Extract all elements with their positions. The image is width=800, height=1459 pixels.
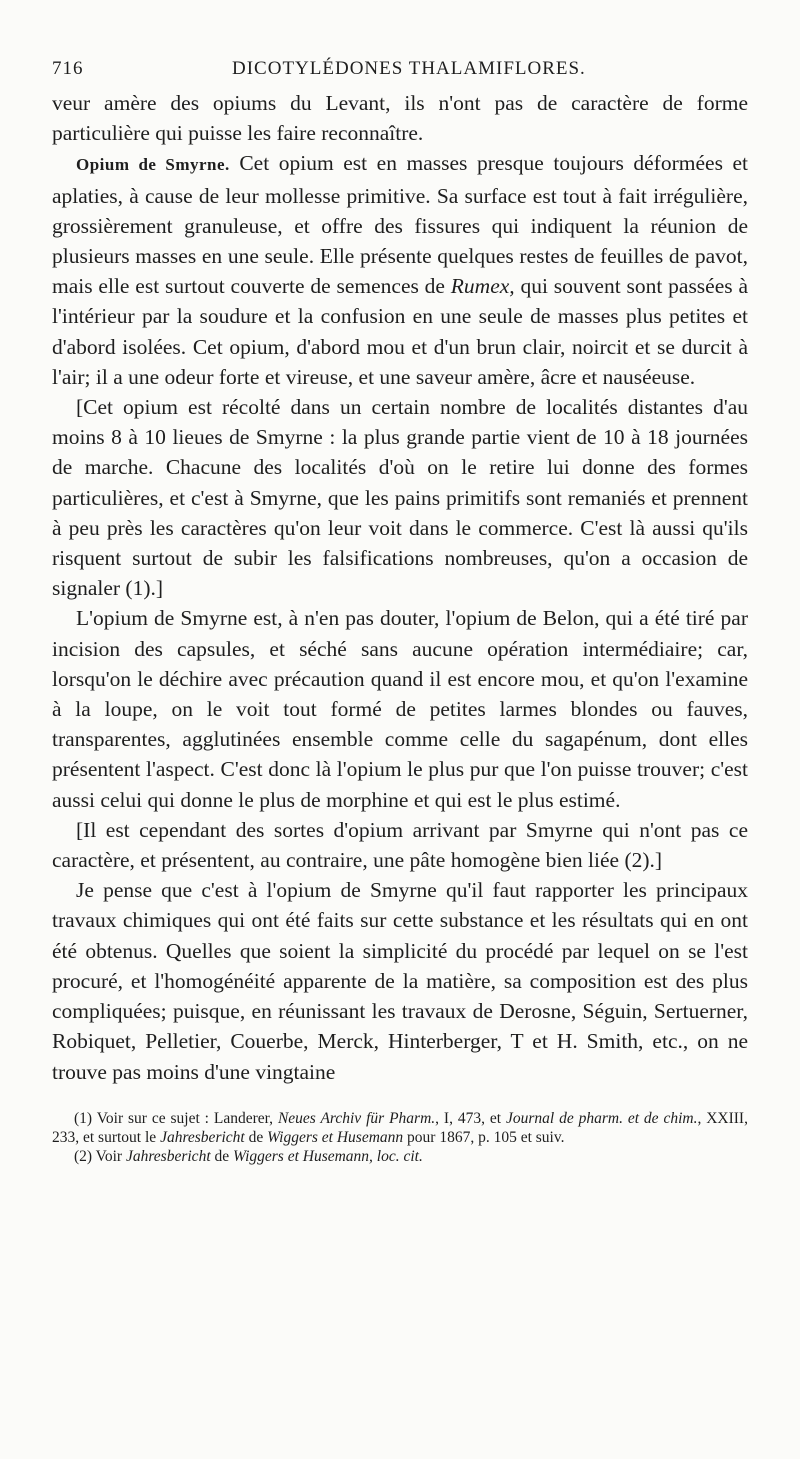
footnotes [52,1109,748,1166]
paragraph-4: L'opium de Smyrne est, à n'en pas douter, l'opium de Belon, qui a été tiré par incision des capsules, et séché sans aucune opération intermédiaire; car, lorsqu'on le déchire avec précaution quand il est encore mou, et qu'on l'examine à la loupe, on le voit tout formé de petites larmes blondes ou fauves, transparentes, agglutinées ensemble comme celle du sagapénum, dont elles présentent l'aspect. C'est donc là l'opium le plus pur que l'on puisse trouver; c'est aussi celui qui donne le plus de morphine et qui est le plus estimé. [52,606,748,812]
paragraph-6: Je pense que c'est à l'opium de Smyrne qu'il faut rapporter les principaux travaux chimiques qui ont été faits sur cette substance et les résultats qui en ont été obtenus. Quelles que soient la simplicité du procédé par lequel on se l'est procuré, et l'homogénéité apparente de la matière, sa composition est des plus compliquées; puisque, en réunissant les travaux de Derosne, Séguin, Sertuerner, Robiquet, Pelletier, Couerbe, Merck, Hinterberger, T et H. Smith, etc., on ne trouve pas moins d'une vingtaine [52,878,748,1084]
footnote-1 [52,1109,748,1147]
running-title: DICOTYLÉDONES THALAMIFLORES. [232,58,586,79]
paragraph-2 [52,148,748,392]
footnote-1-text-b: , I, 473, et [435,1109,506,1127]
paragraph-1: veur amère des opiums du Levant, ils n'ont pas de caractère de forme particulière qui puisse les faire reconnaître. [52,91,748,146]
footnote-1-source-2: Journal de pharm. et de chim. [505,1109,698,1127]
footnote-1-source-1: Neues Archiv für Pharm. [277,1109,436,1127]
book-page [52,58,748,1166]
paragraph-2-part-b: qui souvent sont passées à l'intérieur par la soudure et la confusion en une seule de masses plus petites et d'abord isolées. Cet opium, d'abord mou et d'un brun clair, noircit et se durcit à l'air; il a une odeur forte et vireuse, et une saveur amère, âcre et nauséeuse. [52,274,748,389]
page-header [52,58,748,88]
footnote-1-source-3: Jahresbericht [160,1128,245,1146]
section-lead-opium-smyrne: Opium de Smyrne. [76,155,230,175]
footnote-1-text-c: , XXIII, 233, et surtout le [52,1109,748,1146]
body-text [52,88,748,1087]
footnote-1-text-a: (1) Voir sur ce sujet : Landerer, [74,1109,278,1127]
footnote-2-source: Jahresbericht [125,1147,211,1165]
footnote-2-text-b: de [210,1147,234,1165]
taxon-rumex: Rumex, [450,274,515,299]
footnote-1-authors: Wiggers et Husemann [267,1128,404,1146]
footnote-2 [52,1147,748,1166]
paragraph-5: [Il est cependant des sortes d'opium arrivant par Smyrne qui n'ont pas ce caractère, et présentent, au contraire, une pâte homogène bien liée (2).] [52,817,748,873]
footnote-1-text-e: pour 1867, p. 105 et suiv. [403,1128,565,1146]
footnote-2-authors: Wiggers et Husemann, loc. cit. [233,1147,423,1165]
page-number: 716 [52,58,84,79]
footnote-2-text-a: (2) Voir [74,1147,126,1165]
paragraph-2-part-a: Cet opium est en masses presque toujours déformées et aplaties, à cause de leur mollesse primitive. Sa surface est tout à fait irrégulière, grossièrement granuleuse, et offre des fissures qui indiquent la réunion de plusieurs masses en une seule. Elle présente quelques restes de feuilles de pavot, mais elle est surtout couverte de semences de [52,151,748,299]
footnote-1-text-d: de [244,1128,268,1146]
paragraph-3: [Cet opium est récolté dans un certain nombre de localités distantes d'au moins 8 à 10 lieues de Smyrne : la plus grande partie vient de 10 à 18 journées de marche. Chacune des localités d'où on le retire lui donne des formes particulières, et c'est à Smyrne, que les pains primitifs sont remaniés et prennent à peu près les caractères qu'on leur voit dans le commerce. C'est là aussi qu'ils risquent surtout de subir les falsifications nombreuses, qu'on a occasion de signaler (1).] [52,395,748,601]
